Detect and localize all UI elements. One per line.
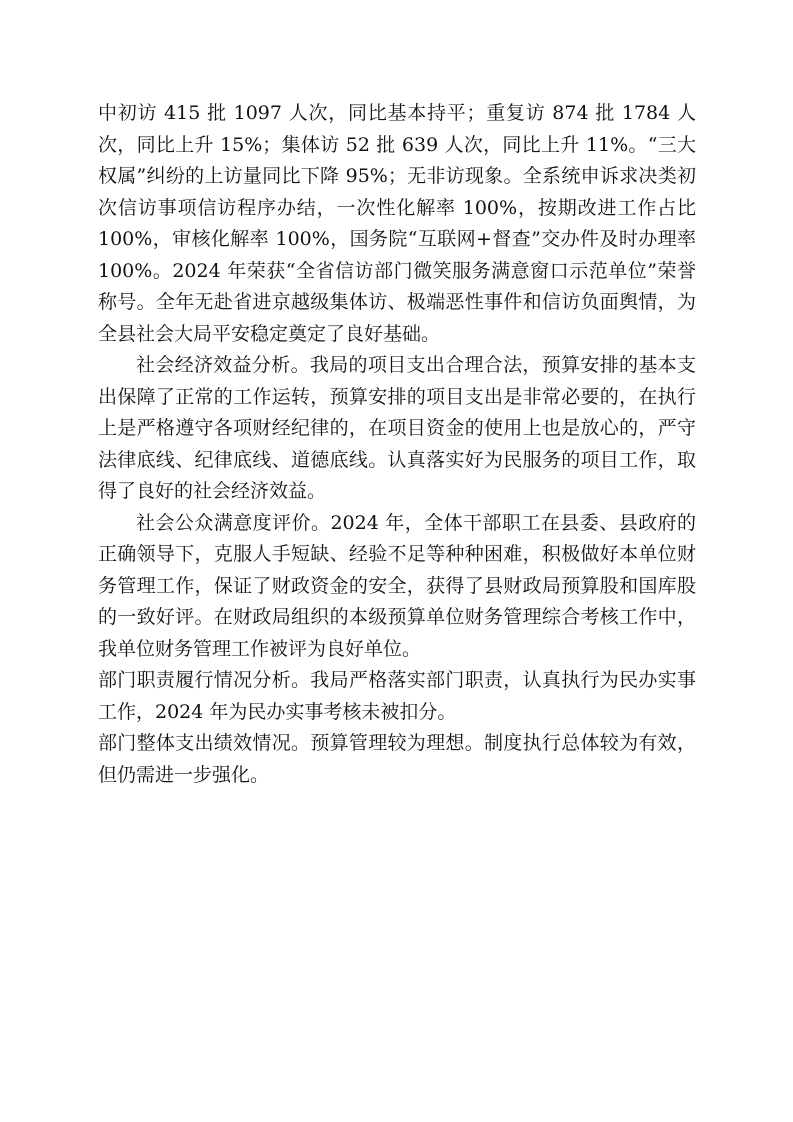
- paragraph-public-satisfaction: 社会公众满意度评价。2024 年，全体干部职工在县委、县政府的正确领导下，克服人手短缺、经验不足等种种困难，积极做好本单位财务管理工作，保证了财政资金的安全，获得了县财政局预算股和国库股的一致好评。在财政局组织的本级预算单位财务管理综合考核工作中，我单位财务管理工作被评为良好单位。: [98, 511, 696, 660]
- paragraph-social-economic-benefit: 社会经济效益分析。我局的项目支出合理合法，预算安排的基本支出保障了正常的工作运转，预算安排的项目支出是非常必要的，在执行上是严格遵守各项财经纪律的，在项目资金的使用上也是放心的，严守法律底线、纪律底线、道德底线。认真落实好为民服务的项目工作，取得了良好的社会经济效益。: [98, 354, 696, 502]
- paragraph-petition-statistics: 中初访 415 批 1097 人次，同比基本持平；重复访 874 批 1784 人次，同比上升 15%；集体访 52 批 639 人次，同比上升 11%。“三大权属”纠纷的上访量同比下降 95%；无非访现象。全系统申诉求决类初次信访事项信访程序办结，一次性化解率 100%，按期改进工作占比 100%，审核化解率 100%，国务院“互联网+督查”交办件及时办理率 100%。2024 年荣获“全省信访部门微笑服务满意窗口示范单位”荣誉称号。全年无赴省进京越级集体访、极端恶性事件和信访负面舆情，为全县社会大局平安稳定奠定了良好基础。: [98, 102, 696, 345]
- paragraph-duty-performance: 部门职责履行情况分析。我局严格落实部门职责，认真执行为民办实事工作，2024 年为民办实事考核未被扣分。: [98, 669, 696, 723]
- paragraph-overall-expenditure: 部门整体支出绩效情况。预算管理较为理想。制度执行总体较为有效，但仍需进一步强化。: [98, 732, 696, 786]
- document-body: [98, 98, 696, 791]
